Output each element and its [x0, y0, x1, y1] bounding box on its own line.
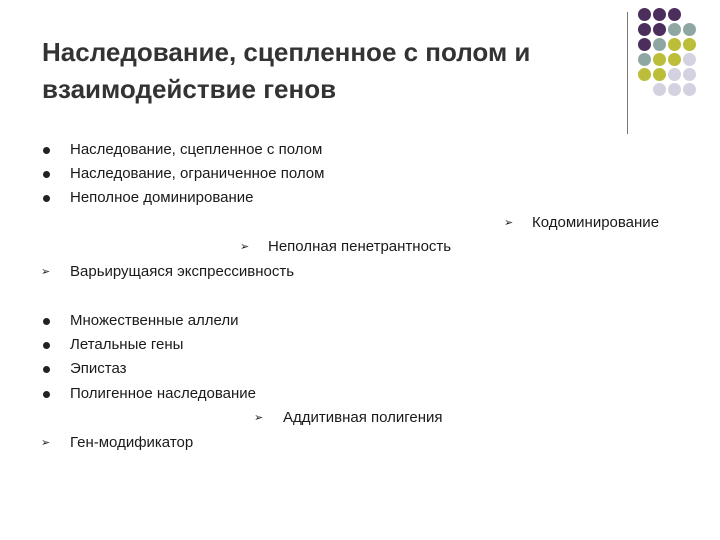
list-item-text: Кодоминирование — [532, 214, 660, 231]
dot — [683, 53, 696, 66]
list-item-text: Наследование, ограниченное полом — [70, 165, 325, 182]
bullet-arrow-icon: ➢ — [41, 266, 51, 278]
dot — [683, 38, 696, 51]
dot — [638, 8, 651, 21]
dot — [668, 23, 681, 36]
slide-title — [42, 34, 602, 108]
dot — [683, 83, 696, 96]
bullet-dot-icon — [43, 366, 50, 373]
dot — [653, 8, 666, 21]
bullet-arrow-icon: ➢ — [240, 241, 250, 253]
dot — [638, 53, 651, 66]
bullet-arrow-icon: ➢ — [254, 412, 264, 424]
bullet-dot-icon — [43, 391, 50, 398]
bullet-dot-icon — [43, 342, 50, 349]
bullet-arrow-icon: ➢ — [504, 217, 514, 229]
title-line-1: Наследование, сцепленное с полом и — [42, 37, 531, 67]
list-item-text: Ген-модификатор — [70, 434, 194, 451]
bullet-dot-icon — [43, 147, 50, 154]
dot — [653, 38, 666, 51]
title-line-2: взаимодействие генов — [42, 74, 337, 104]
list-item-text: Летальные гены — [70, 336, 184, 353]
dot — [668, 38, 681, 51]
list-item-text: Варьирущаяся экспрессивность — [70, 263, 295, 280]
dot — [653, 23, 666, 36]
dot — [668, 83, 681, 96]
bullet-dot-icon — [43, 318, 50, 325]
list-item-text: Неполное доминирование — [70, 189, 254, 206]
dot — [638, 23, 651, 36]
dot — [653, 53, 666, 66]
decorative-divider — [627, 12, 628, 134]
list-item-text: Множественные аллели — [70, 312, 239, 329]
list-item-text: Наследование, сцепленное с полом — [70, 141, 323, 158]
dot — [653, 83, 666, 96]
dot — [668, 8, 681, 21]
dot — [683, 68, 696, 81]
dot — [668, 68, 681, 81]
bullet-dot-icon — [43, 171, 50, 178]
bullet-dot-icon — [43, 195, 50, 202]
list-item-text: Полигенное наследование — [70, 385, 256, 402]
dot — [653, 68, 666, 81]
bullet-arrow-icon: ➢ — [41, 437, 51, 449]
list-item-text: Неполная пенетрантность — [268, 238, 452, 255]
dot — [638, 68, 651, 81]
dot — [668, 53, 681, 66]
list-item-text: Аддитивная полигения — [283, 409, 443, 426]
dot — [683, 23, 696, 36]
list-item-text: Эпистаз — [70, 360, 127, 377]
dot — [638, 38, 651, 51]
